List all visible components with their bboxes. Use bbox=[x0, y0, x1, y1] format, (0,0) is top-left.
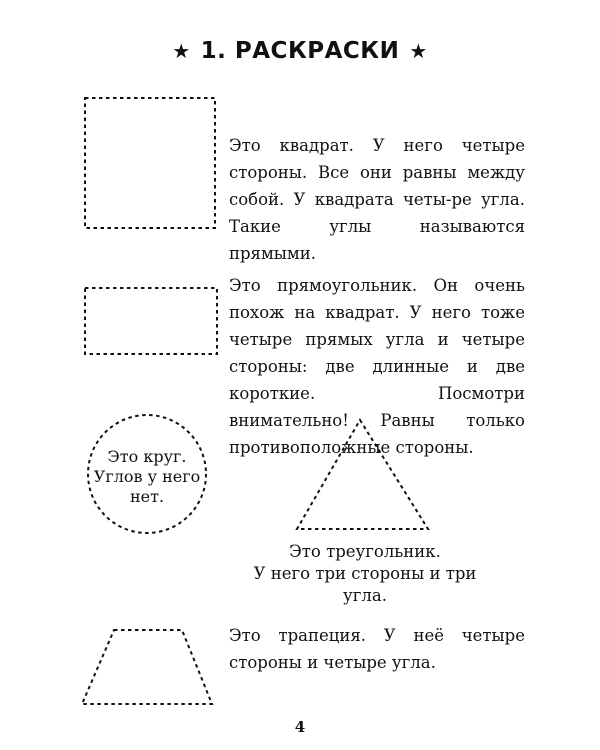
trapezoid-description: Это трапеция. У неё четыре стороны и четыре угла. bbox=[229, 626, 525, 672]
triangle-shape bbox=[295, 418, 431, 532]
triangle-line-2: У него три стороны и три угла. bbox=[253, 564, 477, 605]
rectangle-shape bbox=[84, 287, 218, 355]
square-description: Это квадрат. У него четыре стороны. Все они равны между собой. У квадрата четы-ре угла. Такие углы называются прямыми. bbox=[229, 136, 525, 263]
circle-description bbox=[86, 447, 208, 507]
title-text: 1. РАСКРАСКИ bbox=[200, 38, 400, 64]
triangle-description bbox=[240, 541, 490, 607]
circle-line-2: Углов у него bbox=[93, 467, 201, 486]
trapezoid-shape bbox=[80, 628, 214, 706]
rectangle-outline bbox=[85, 288, 217, 354]
star-icon-right: ★ bbox=[409, 39, 428, 63]
rectangle-description: Это прямоугольник. Он очень похож на квадрат. У него тоже четыре прямых угла и четыре стороны: две длинные и две короткие. Посмотри внимательно! Равны только противоположные стороны. bbox=[229, 276, 525, 457]
square-outline bbox=[85, 98, 215, 228]
circle-line-3: нет. bbox=[129, 487, 165, 506]
star-icon-left: ★ bbox=[172, 39, 191, 63]
page-number: 4 bbox=[294, 718, 306, 736]
circle-line-1: Это круг. bbox=[107, 447, 187, 466]
page-title bbox=[0, 38, 600, 64]
trapezoid-outline bbox=[82, 630, 212, 704]
triangle-outline bbox=[297, 420, 428, 529]
triangle-line-1: Это треугольник. bbox=[289, 542, 441, 561]
square-shape bbox=[84, 97, 216, 229]
